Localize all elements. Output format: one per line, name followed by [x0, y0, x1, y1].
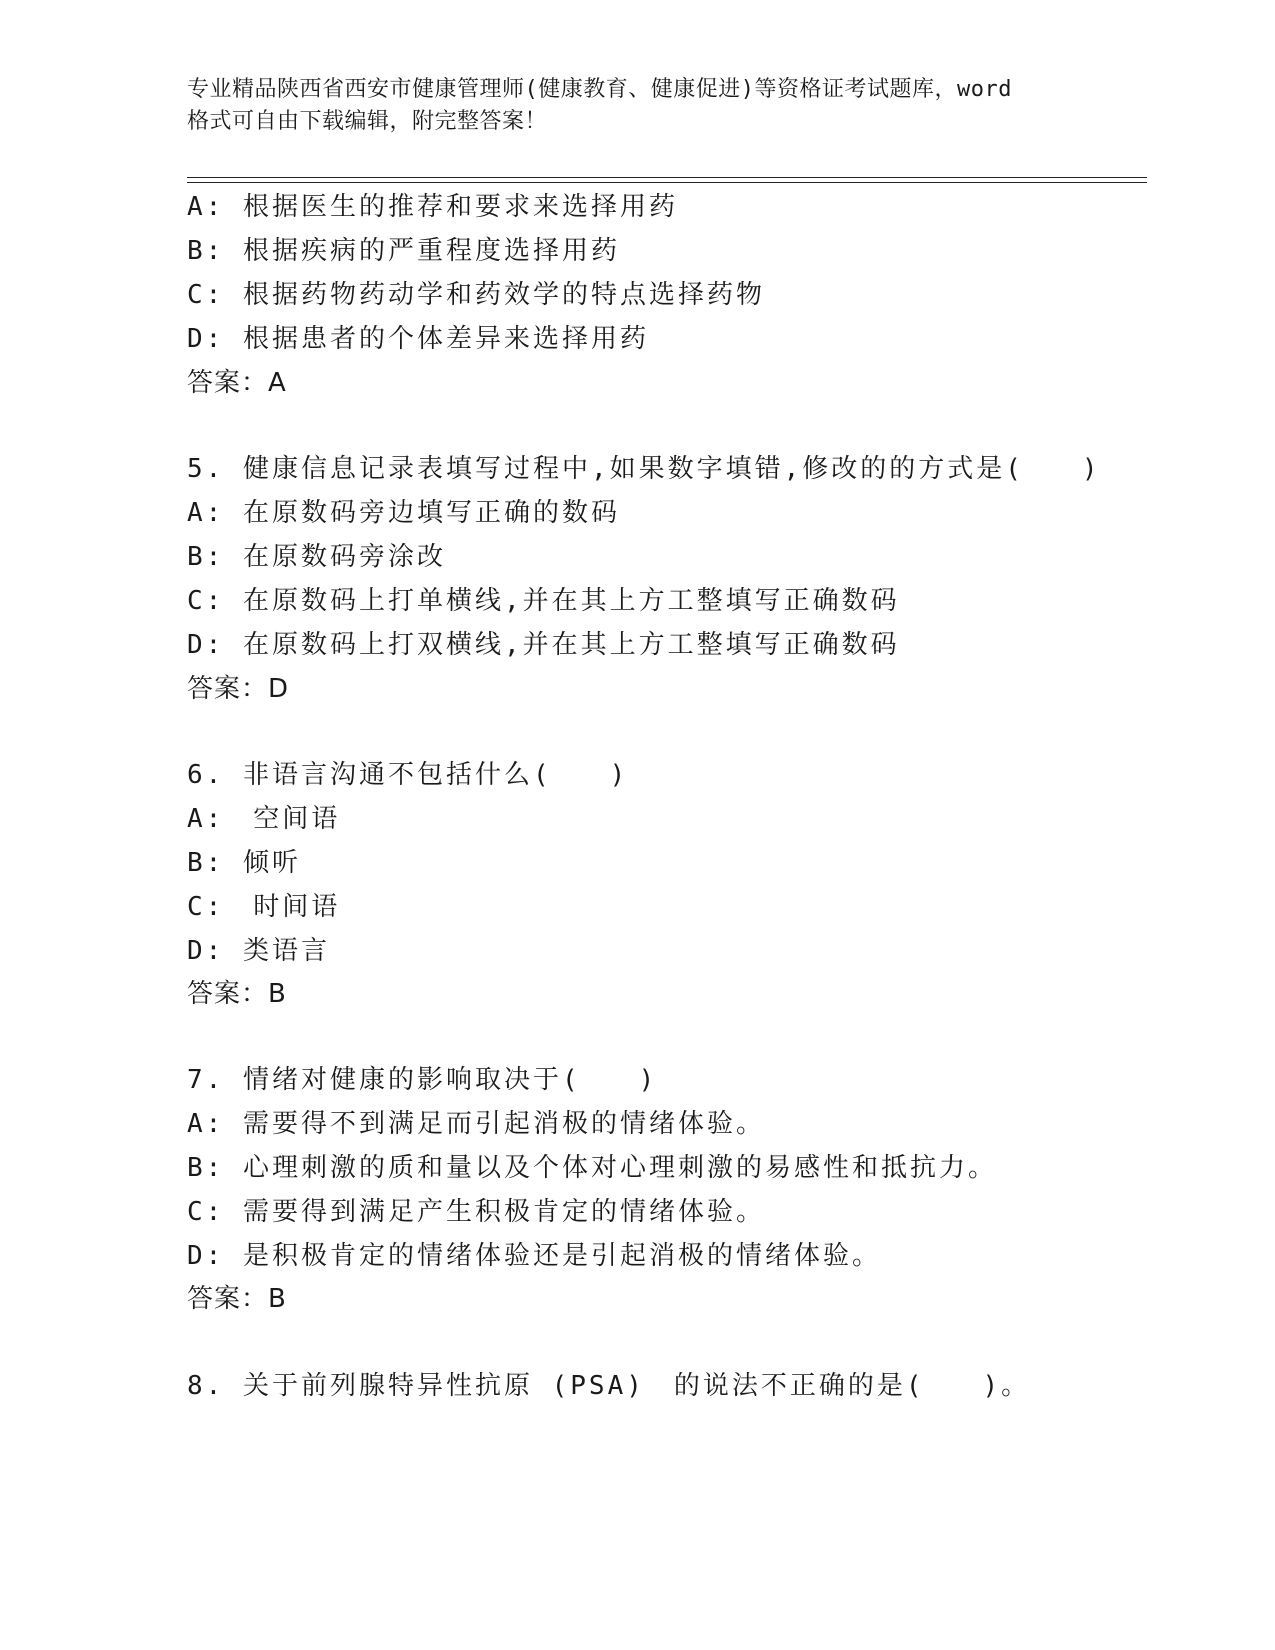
q5-answer: 答案：D	[187, 674, 290, 704]
q5-option-c: C: 在原数码上打单横线,并在其上方工整填写正确数码	[187, 586, 900, 616]
q5-stem: 5. 健康信息记录表填写过程中,如果数字填错,修改的的方式是( )	[187, 454, 1101, 484]
q6-answer: 答案：B	[187, 979, 287, 1009]
header-line-2: 格式可自由下载编辑，附完整答案！	[187, 109, 548, 134]
q4-option-d: D: 根据患者的个体差异来选择用药	[187, 324, 649, 354]
q5-option-b: B: 在原数码旁涂改	[187, 542, 446, 572]
q4-option-c: C: 根据药物药动学和药效学的特点选择药物	[187, 280, 765, 310]
header-divider-bottom	[187, 182, 1147, 183]
q5-option-a: A: 在原数码旁边填写正确的数码	[187, 498, 620, 528]
q7-stem: 7. 情绪对健康的影响取决于( )	[187, 1065, 658, 1095]
header-line-1: 专业精品陕西省西安市健康管理师(健康教育、健康促进)等资格证考试题库，word	[187, 77, 1012, 102]
q6-option-c: C: 时间语	[187, 892, 341, 922]
q4-answer: 答案：A	[187, 368, 287, 398]
header-divider-top	[187, 177, 1147, 178]
document-header	[187, 74, 1087, 138]
q7-option-c: C: 需要得到满足产生积极肯定的情绪体验。	[187, 1197, 765, 1227]
q8-stem: 8. 关于前列腺特异性抗原 (PSA) 的说法不正确的是( )。	[187, 1371, 1031, 1401]
q6-option-d: D: 类语言	[187, 936, 330, 966]
q4-option-b: B: 根据疾病的严重程度选择用药	[187, 236, 620, 266]
q7-answer: 答案：B	[187, 1284, 287, 1314]
q4-option-a: A: 根据医生的推荐和要求来选择用药	[187, 192, 678, 222]
q6-option-a: A: 空间语	[187, 804, 341, 834]
q6-stem: 6. 非语言沟通不包括什么( )	[187, 760, 629, 790]
q7-option-a: A: 需要得不到满足而引起消极的情绪体验。	[187, 1109, 765, 1139]
q6-option-b: B: 倾听	[187, 848, 301, 878]
q5-option-d: D: 在原数码上打双横线,并在其上方工整填写正确数码	[187, 630, 900, 660]
q7-option-d: D: 是积极肯定的情绪体验还是引起消极的情绪体验。	[187, 1241, 881, 1271]
q7-option-b: B: 心理刺激的质和量以及个体对心理刺激的易感性和抵抗力。	[187, 1153, 997, 1183]
